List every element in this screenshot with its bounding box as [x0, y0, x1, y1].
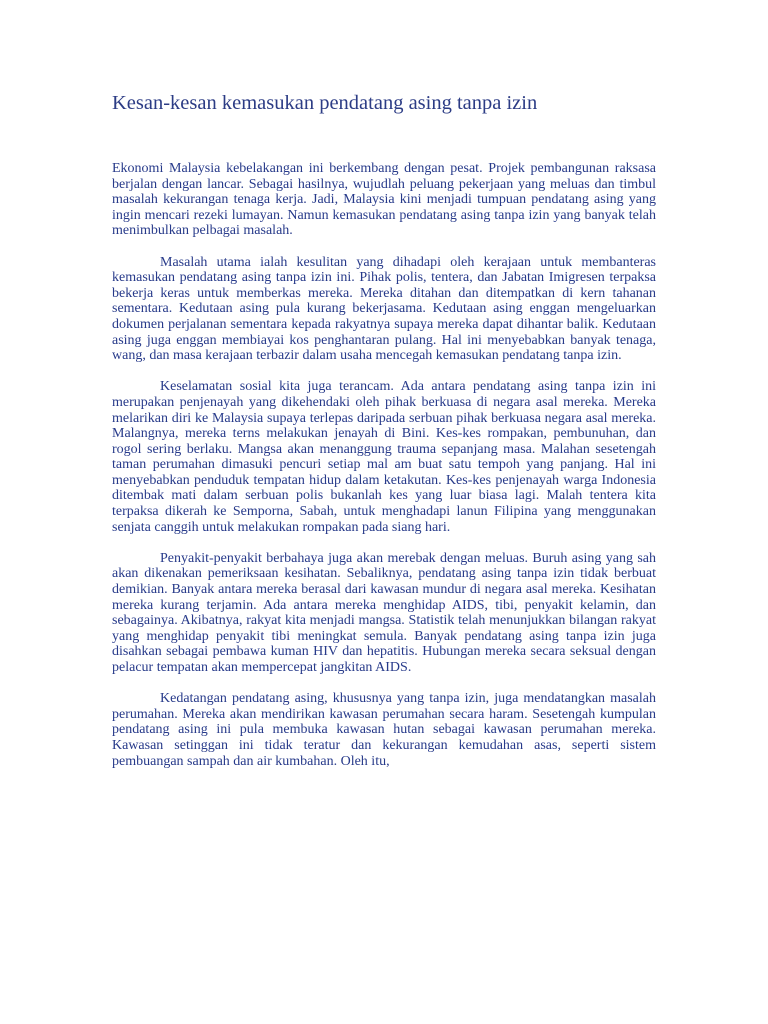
document-title: Kesan-kesan kemasukan pendatang asing tanpa izin — [112, 92, 538, 114]
paragraph-intro: Ekonomi Malaysia kebelakangan ini berkembang dengan pesat. Projek pembangunan raksasa berjalan dengan lancar. Sebagai hasilnya, wujudlah peluang pekerjaan yang meluas dan timbul masalah kekurangan tenaga kerja. Jadi, Malaysia kini menjadi tumpuan pendatang asing yang ingin mencari rezeki lumayan. Namun kemasukan pendatang asing tanpa izin yang banyak telah menimbulkan pelbagai masalah. — [112, 161, 656, 239]
paragraph-housing: Kedatangan pendatang asing, khususnya yang tanpa izin, juga mendatangkan masalah perumahan. Mereka akan mendirikan kawasan perumahan secara haram. Sesetengah kumpulan pendatang asing ini pula membuka kawasan hutan sebagai kawasan perumahan mereka. Kawasan setinggan ini tidak teratur dan kekurangan kemudahan asas, seperti sistem pembuangan sampah dan air kumbahan. Oleh itu, — [112, 691, 656, 769]
paragraph-government-difficulty: Masalah utama ialah kesulitan yang dihadapi oleh kerajaan untuk membanteras kemasukan pendatang asing tanpa izin ini. Pihak polis, tentera, dan Jabatan Imigresen terpaksa bekerja keras untuk memberkas mereka. Mereka ditahan dan ditempatkan di kern tahanan sementara. Kedutaan asing pula kurang bekerjasama. Kedutaan asing enggan mengeluarkan dokumen perjalanan sementara kepada rakyatnya supaya mereka dapat dihantar balik. Kedutaan asing juga enggan membiayai kos penghantaran pulang. Hal ini menyebabkan banyak tenaga, wang, dan masa kerajaan terbazir dalam usaha mencegah kemasukan pendatang tanpa izin. — [112, 254, 656, 364]
paragraph-disease: Penyakit-penyakit berbahaya juga akan merebak dengan meluas. Buruh asing yang sah akan dikenakan pemeriksaan kesihatan. Sebaliknya, pendatang asing tanpa izin tidak berbuat demikian. Banyak antara mereka berasal dari kawasan mundur di negara asal mereka. Kesihatan mereka kurang terjamin. Ada antara mereka menghidap AIDS, tibi, penyakit kelamin, dan sebagainya. Akibatnya, rakyat kita menjadi mangsa. Statistik telah menunjukkan bilangan rakyat yang menghidap penyakit tibi meningkat semula. Banyak pendatang asing tanpa izin juga disahkan sebagai pembawa kuman HIV dan hepatitis. Hubungan mereka secara seksual dengan pelacur tempatan akan mempercepat jangkitan AIDS. — [112, 550, 656, 675]
document-body — [112, 161, 656, 785]
paragraph-social-security: Keselamatan sosial kita juga terancam. Ada antara pendatang asing tanpa izin ini merupakan penjenayah yang dikehendaki oleh pihak berkuasa di negara asal mereka. Mereka melarikan diri ke Malaysia supaya terlepas daripada serbuan pihak berkuasa negara asal mereka. Malangnya, mereka terns melakukan jenayah di Bini. Kes-kes rompakan, pembunuhan, dan rogol sering berlaku. Mangsa akan menanggung trauma sepanjang masa. Malahan sesetengah taman perumahan dimasuki pencuri setiap mal am buat satu tempoh yang panjang. Hal ini menyebabkan penduduk tempatan hidup dalam ketakutan. Kes-kes penjenayah warga Indonesia ditembak mati dalam serbuan polis bukanlah kes yang luar biasa lagi. Malah tentera kita terpaksa dikerah ke Semporna, Sabah, untuk menghadapi lanun Filipina yang menggunakan senjata canggih untuk melakukan rompakan pada siang hari. — [112, 379, 656, 535]
